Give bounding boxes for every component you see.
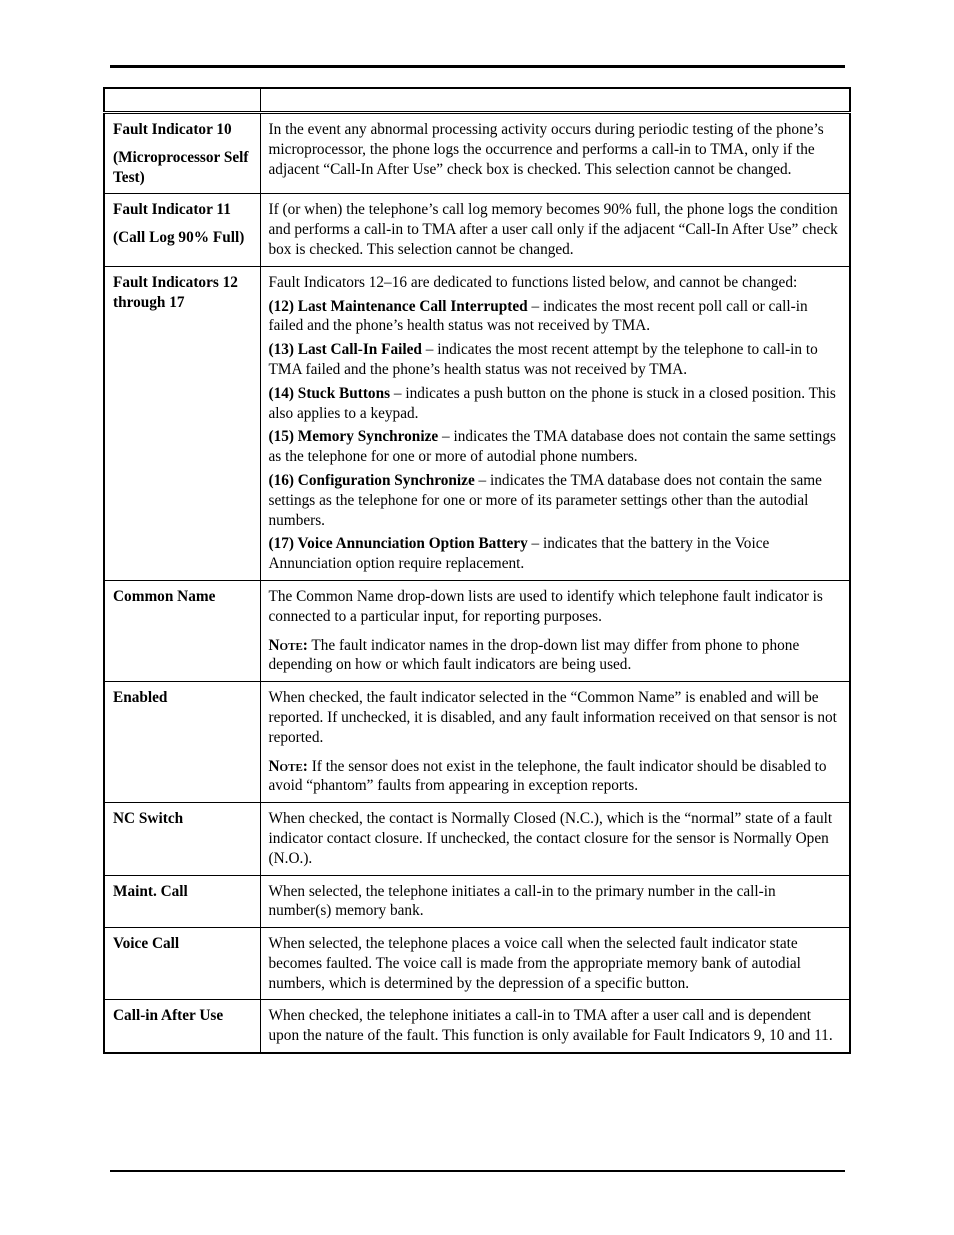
description-text: The Common Name drop-down lists are used to identify which telephone fault indicator is connected to a particular input, for reporting purposes. [268,587,823,625]
description-paragraph [269,200,842,259]
field-description-cell [260,113,850,194]
field-description-cell [260,682,850,803]
field-description-cell [260,580,850,681]
description-text: – indicates that the battery in the Voice Annunciation option require replacement. [268,535,770,573]
field-name-cell [104,682,260,803]
header-cell-field [104,88,260,113]
field-name: Call-in After Use [113,1007,224,1025]
header-cell-description [260,88,850,113]
item-heading: (15) Memory Synchronize [268,428,439,446]
description-paragraph [269,471,842,530]
description-text: If the sensor does not exist in the telephone, the fault indicator should be disabled to avoid “phantom” faults from appearing in exception reports. [268,757,827,795]
field-name-cell [104,875,260,928]
field-name: Voice Call [113,935,180,953]
item-heading: (17) Voice Annunciation Option Battery [268,535,528,553]
field-name: Fault Indicator 10 [113,121,232,138]
field-name: Maint. Call [113,882,188,900]
field-name-cell [104,803,260,875]
field-name: NC Switch [113,810,184,828]
field-name-cell [104,194,260,266]
table-row [104,266,850,580]
field-description-cell [260,875,850,928]
header-rule [110,65,845,68]
description-text: When selected, the telephone places a voice call when the selected fault indicator state becomes faulted. The voice call is made from the appropriate memory bank of autodial numbers, which is determined by the depression of a specific button. [268,935,801,992]
description-text: The fault indicator names in the drop-down list may differ from phone to phone depending on how or which fault indicators are being used. [268,636,800,674]
description-text: – indicates the TMA database does not contain the same settings as the telephone for one or more of autodial phone numbers. [268,428,836,466]
field-name: Fault Indicator 11 [113,201,231,219]
field-name-cell [104,928,260,1000]
item-heading: (12) Last Maintenance Call Interrupted [268,297,528,315]
field-name-cell [104,113,260,194]
description-paragraph [269,1006,842,1046]
description-paragraph [269,340,842,380]
table-row [104,928,850,1000]
table-row [104,682,850,803]
field-name-cell [104,266,260,580]
description-paragraph [269,934,842,993]
description-text: When selected, the telephone initiates a call-in to the primary number in the call-in number(s) memory bank. [268,882,776,920]
description-paragraph [269,809,842,868]
description-paragraph [269,534,842,574]
description-paragraph [269,297,842,337]
description-text: – indicates a push button on the phone is stuck in a closed position. This also applies to a keypad. [268,384,836,422]
description-paragraph [269,120,842,179]
description-paragraph [269,384,842,424]
field-description-table [103,87,851,1054]
field-name: Enabled [113,689,168,707]
description-paragraph [269,757,842,797]
item-heading: (13) Last Call-In Failed [268,341,422,359]
field-name: (Call Log 90% Full) [113,229,245,247]
field-description-cell [260,266,850,580]
item-heading: (14) Stuck Buttons [268,384,391,402]
table-row [104,1000,850,1053]
note-label: Note: [268,636,308,654]
description-text: – indicates the TMA database does not contain the same settings as the telephone for one or more of its parameter settings other than the autodial numbers. [268,471,822,529]
description-paragraph [269,273,842,293]
description-paragraph [269,427,842,467]
table-row [104,113,850,194]
field-name-cell [104,580,260,681]
table-row [104,194,850,266]
description-paragraph [269,688,842,747]
field-description-cell [260,1000,850,1053]
field-description-cell [260,194,850,266]
field-description-cell [260,928,850,1000]
note-label: Note: [268,757,308,775]
description-text: When checked, the telephone initiates a call-in to TMA after a user call and is dependent upon the nature of the fault. This function is only available for Fault Indicators 9, 10 and 11. [268,1007,833,1045]
field-name: Fault Indicators 12 through 17 [113,273,238,311]
description-text: When checked, the contact is Normally Closed (N.C.), which is the “normal” state of a fault indicator contact closure. If unchecked, the contact closure for the sensor is Normally Open (N.O.). [268,810,833,867]
field-description-cell [260,803,850,875]
description-text: – indicates the most recent poll call or call-in failed and the phone’s health status was not received by TMA. [268,297,808,335]
description-text: In the event any abnormal processing activity occurs during periodic testing of the phone’s microprocessor, the phone logs the occurrence and performs a call-in to TMA, only if the adjacent “Call-In After Use” check box is checked. This selection cannot be changed. [268,121,824,178]
description-text: – indicates the most recent attempt by the telephone to call-in to TMA failed and the phone’s health status was not received by TMA. [268,341,818,378]
description-text: Fault Indicators 12–16 are dedicated to functions listed below, and cannot be changed: [268,273,798,291]
description-paragraph [269,587,842,627]
table-row [104,803,850,875]
table-header-row [104,88,850,113]
description-text: If (or when) the telephone’s call log memory becomes 90% full, the phone logs the condition and performs a call-in to TMA after a user call only if the adjacent “Call-In After Use” check box is checked. This selection cannot be changed. [268,201,838,258]
footer-rule [110,1170,845,1172]
table-row [104,875,850,928]
description-paragraph [269,882,842,922]
description-text: When checked, the fault indicator selected in the “Common Name” is enabled and will be reported. If unchecked, it is disabled, and any fault information received on that sensor is not reported. [268,689,837,746]
field-name: Common Name [113,587,216,605]
field-name-cell [104,1000,260,1053]
description-paragraph [269,636,842,676]
item-heading: (16) Configuration Synchronize [268,471,475,489]
field-name: (Microprocessor Self Test) [113,148,249,186]
table-row [104,580,850,681]
